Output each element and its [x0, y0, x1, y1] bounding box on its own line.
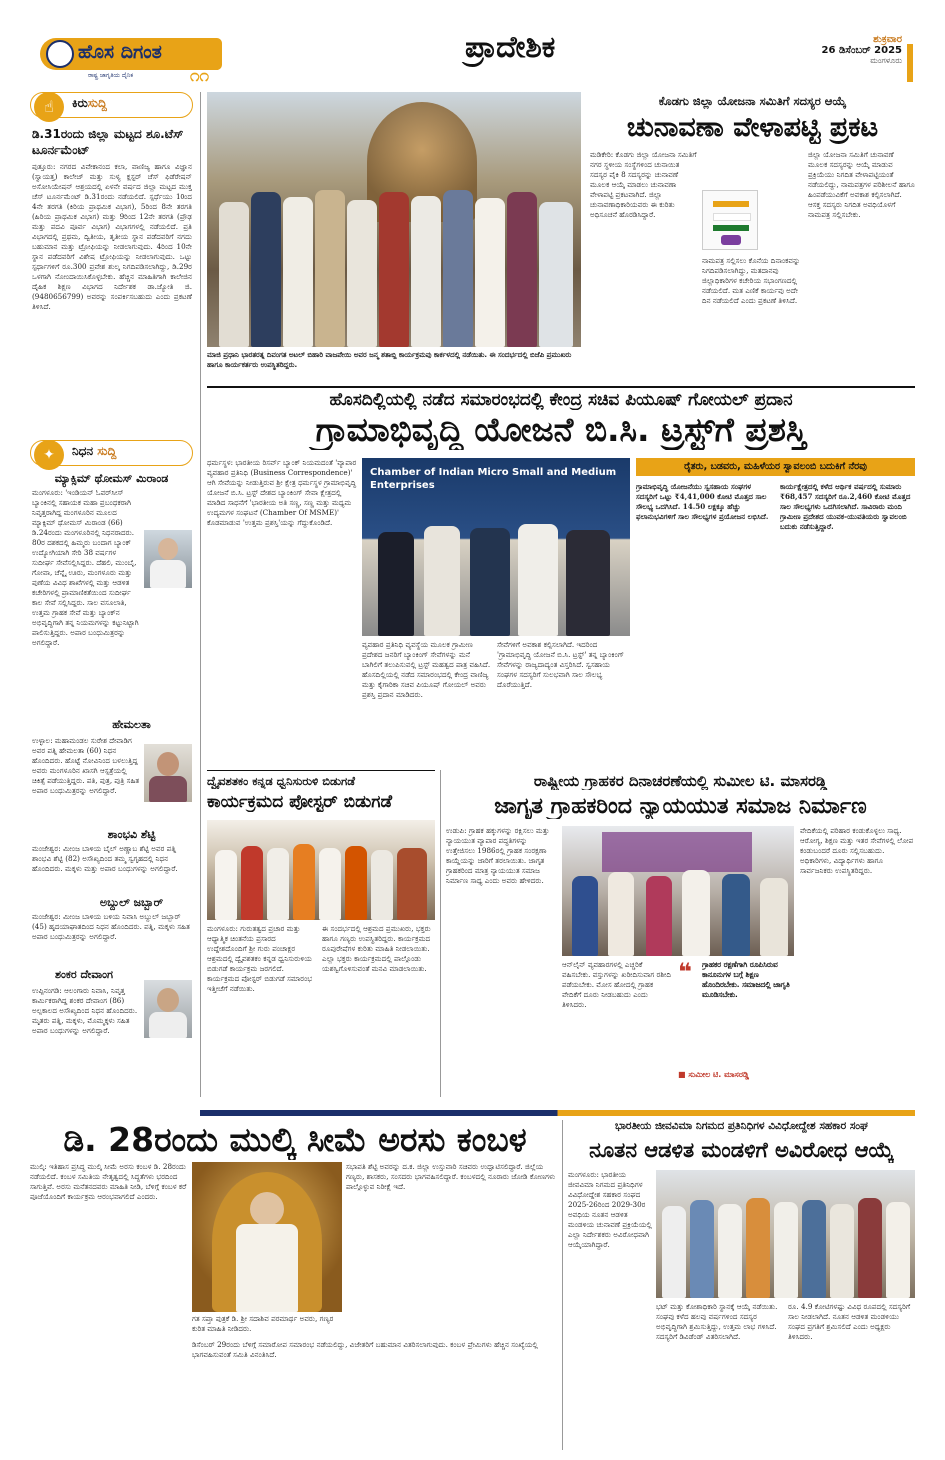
kodagu-kicker: ಕೊಡಗು ಜಿಲ್ಲಾ ಯೋಜನಾ ಸಮಿತಿಗೆ ಸದಸ್ಯರ ಆಯ್ಕೆ: [658, 94, 847, 108]
trust-headline: ಗ್ರಾಮಾಭಿವೃದ್ಧಿ ಯೋಜನೆ ಬಿ.ಸಿ. ಟ್ರಸ್ಟ್‌ಗೆ ಪ್ರಶಸ್ತಿ: [315, 410, 807, 449]
nidhana-tag-2: ಸುದ್ದಿ: [97, 444, 117, 458]
kambala-col3: ಡಿಸೆಂಬರ್ 29ರಂದು ಬೆಳಿಗ್ಗೆ ಸಮಾರೋಪ ಸಮಾರಂಭ ನಡೆಯಲಿದ್ದು, ವಿಜೇತರಿಗೆ ಬಹುಮಾನ ವಿತರಿಸಲಾಗುವುದು. ಕಂಬಳ ಪ್ರೇಮಿಗಳು ಹೆಚ್ಚಿನ ಸಂಖ್ಯೆಯಲ್ಲಿ ಭಾಗವಹಿಸುವಂತೆ ಸಮಿತಿ ವಿನಂತಿಸಿದೆ.: [192, 1340, 538, 1359]
consumer-quote: ಗ್ರಾಹಕರ ರಕ್ಷಣೆಗಾಗಿ ರೂಪಿಸಿರುವ ಕಾನೂನುಗಳ ಬಗ್ಗೆ ಶಿಕ್ಷಣ ಹೊಂದಿರಬೇಕು. ಸಮಾಜದಲ್ಲಿ ಜಾಗೃತಿ ಮೂಡಿಸಬೇಕು.: [702, 960, 790, 999]
kodagu-story: [590, 92, 915, 384]
section-title: ಪ್ರಾದೇಶಿಕ: [465, 30, 556, 65]
consumer-photo: [562, 826, 794, 956]
lic-headline: ನೂತನ ಆಡಳಿತ ಮಂಡಳಿಗೆ ಅವಿರೋಧ ಆಯ್ಕೆ: [589, 1138, 894, 1162]
obit-name-3: ಶಾಂಭವಿ ಶೆಟ್ಟಿ: [107, 828, 156, 841]
date-label: 26 ಡಿಸೆಂಬರ್ 2025: [821, 45, 902, 56]
lic-col1: ಮಂಗಳೂರು: ಭಾರತೀಯ ಜೀವವಿಮಾ ನಿಗಮದ ಪ್ರತಿನಿಧಿಗಳ ವಿವಿಧೋದ್ದೇಶ ಸಹಕಾರ ಸಂಘದ 2025-26ರಿಂದ 2029-30ರ ಅವಧಿಯ ನೂತನ ಆಡಳಿತ ಮಂಡಳಿಯ ಚುನಾವಣೆ ಪ್ರಕ್ರಿಯೆಯಲ್ಲಿ ಎಲ್ಲಾ ನಿರ್ದೇಶಕರು ಅವಿರೋಧವಾಗಿ ಆಯ್ಕೆಯಾಗಿದ್ದಾರೆ.: [568, 1170, 652, 1249]
candle-icon: ✦: [34, 440, 64, 470]
top-event-photo: [207, 92, 581, 347]
obit-body-5: ಉಪ್ಪಿನಂಗಡಿ: ಆಲಂಗಾರು ನಿವಾಸಿ, ನಿವೃತ್ತ ಕಾರ್ಮಿಕರಾಗಿದ್ದ ಶಂಕರ ದೇವಾಂಗ (86) ಅಲ್ಪಕಾಲದ ಅಸೌಖ್ಯದಿಂದ ನಿಧನ ಹೊಂದಿದರು. ಮೃತರು ಪತ್ನಿ, ಮಕ್ಕಳು, ಮೊಮ್ಮಕ್ಕಳು ಸಹಿತ ಅಪಾರ ಬಂಧುಗಳನ್ನು ಅಗಲಿದ್ದಾರೆ.: [32, 986, 138, 1035]
trust-col4: ಗ್ರಾಮಾಭಿವೃದ್ಧಿ ಯೋಜನೆಯು ಸ್ವಸಹಾಯ ಸಂಘಗಳ ಸದಸ್ಯರಿಗೆ ಒಟ್ಟು ₹4,41,000 ಕೋಟಿ ಮೊತ್ತದ ಸಾಲ ಸೌಲಭ್ಯ ಒದಗಿಸಿದೆ. 14.50 ಲಕ್ಷಕ್ಕೂ ಹೆಚ್ಚು ಫಲಾನುಭವಿಗಳಿಗೆ ಸಾಲ ಸೌಲಭ್ಯಗಳ ಪ್ರಯೋಜನ ಲಭಿಸಿದೆ.: [636, 482, 769, 521]
bottom-divider: [562, 1120, 563, 1450]
consumer-quote-box: [678, 960, 794, 1068]
lic-col2: ಭಟ್ ಮತ್ತು ಕೋಶಾಧಿಕಾರಿ ಸ್ಥಾನಕ್ಕೆ ಆಯ್ಕೆ ನಡೆಯಿತು. ಸಂಘವು ಕಳೆದ ಹಲವು ವರ್ಷಗಳಿಂದ ಸದಸ್ಯರ ಅಭಿವೃದ್ಧಿಗಾಗಿ ಶ್ರಮಿಸುತ್ತಿದ್ದು, ಉತ್ತಮ ಲಾಭ ಗಳಿಸಿದೆ. ಸದಸ್ಯರಿಗೆ ಡಿವಿಡೆಂಡ್ ವಿತರಿಸಲಾಗಿದೆ.: [656, 1302, 778, 1341]
lic-group-photo: [656, 1170, 915, 1298]
bottom-divider-band: [200, 1110, 915, 1116]
obit-body-1: ಮಂಗಳೂರು: 'ಇಂಡಿಯನ್ ಓವರ್‌ಸೀಸ್ ಬ್ಯಾಂಕಿನಲ್ಲಿ ಸಹಾಯಕ ಮಹಾ ಪ್ರಬಂಧಕರಾಗಿ ನಿವೃತ್ತರಾಗಿದ್ದ ಮಂಗಳೂರಿನ ಮೂಲದ ಮ್ಯಾಕ್ಸಿಮ್ ಥೋಮಸ್ ಮಿರಾಂಡ (66) ಡಿ.24ರಂದು ಮಂಗಳೂರಿನಲ್ಲಿ ನಿಧನರಾದರು. 80ರ ದಶಕದಲ್ಲಿ ಹಿಮ್ಮರು ಬಂದಾಗ ಬ್ಯಾಂಕ್ ಉದ್ಯೋಗಿಯಾಗಿ ಸೇರಿ 38 ವರ್ಷಗಳ ಸುದೀರ್ಘ ಸೇವೆಸಲ್ಲಿಸಿದ್ದರು. ದೆಹಲಿ, ಮುಂಬೈ, ಗೋವಾ, ಚೆನ್ನೈ ಊರು, ಮಂಗಳೂರು ಮತ್ತು ಪುಣೆಯ ವಿವಿಧ ಶಾಖೆಗಳಲ್ಲಿ ಮತ್ತು ಆಡಳಿತ ಕಚೇರಿಗಳಲ್ಲಿ ಪ್ರಾಮಾಣಿಕತೆಯಿಂದ ಸುದೀರ್ಘ ಕಾಲ ಸೇವೆ ಸಲ್ಲಿಸಿದ್ದರು. ಸಾಲ ವಸೂಲಾತಿ, ಉತ್ತಮ ಗ್ರಾಹಕ ಸೇವೆ ಮತ್ತು ಬ್ಯಾಂಕ್‌ನ ಅಭಿವೃದ್ಧಿಗಾಗಿ ತನ್ನ ನಿಯಮಗಳನ್ನು ಕಟ್ಟುನಿಟ್ಟಾಗಿ ಪಾಲಿಸುತ್ತಿದ್ದರು. ಅಪಾರ ಬಂಧುಮಿತ್ರರನ್ನು ಅಗಲಿದ್ದಾರೆ.: [32, 488, 139, 647]
masthead-edge-bar: [907, 44, 913, 82]
nidhana-tag: [72, 444, 192, 459]
hand-icon: ☝: [34, 92, 64, 122]
logo-text: ಹೊಸ ದಿಗಂತ: [78, 41, 162, 63]
dvaita-headline: ಕಾರ್ಯಕ್ರಮದ ಪೋಸ್ಟರ್ ಬಿಡುಗಡೆ: [207, 792, 393, 812]
kodagu-col1: ಮಡಿಕೇರಿ: ಕೊಡಗು ಜಿಲ್ಲಾ ಯೋಜನಾ ಸಮಿತಿಗೆ ನಗರ ಸ್ಥಳೀಯ ಸಂಸ್ಥೆಗಳಿಂದ ಚುನಾಯಿತ ಸದಸ್ಯರ ಪೈಕಿ 8 ಸದಸ್ಯರನ್ನು ಚುನಾವಣೆ ಮೂಲಕ ಆಯ್ಕೆ ಮಾಡಲು ಚುನಾವಣಾ ವೇಳಾಪಟ್ಟಿ ಪ್ರಕಟವಾಗಿದೆ. ಜಿಲ್ಲಾ ಚುನಾವಣಾಧಿಕಾರಿಯವರು ಈ ಕುರಿತು ಅಧಿಸೂಚನೆ ಹೊರಡಿಸಿದ್ದಾರೆ.: [590, 150, 697, 219]
trust-award-photo: [362, 458, 630, 636]
consumer-headline: ಜಾಗೃತ ಗ್ರಾಹಕರಿಂದ ನ್ಯಾಯಯುತ ಸಮಾಜ ನಿರ್ಮಾಣ: [494, 794, 867, 819]
trust-photo-banner-text: Chamber of Indian Micro Small and Medium Enterprises: [370, 467, 617, 491]
obit-body-3: ಮಂಜೇಶ್ವರ: ಮೀಂಜ ಬಾಳಿಯ ಬೈಲ್ ಅಣ್ಣಾಬ ಶೆಟ್ಟಿ ಅವರ ಪತ್ನಿ ಶಾಂಭವಿ ಶೆಟ್ಟಿ (82) ಅಸೌಖ್ಯದಿಂದ ತಮ್ಮ ಸ್ವಗೃಹದಲ್ಲಿ ನಿಧನ ಹೊಂದಿದರು. ಮಕ್ಕಳು ಮತ್ತು ಅಪಾರ ಬಂಧುಗಳನ್ನು ಅಗಲಿದ್ದಾರೆ.: [32, 844, 178, 873]
day-label: ಶುಕ್ರವಾರ: [873, 34, 902, 45]
kambala-caption: ಗತ ಸಪ್ತಾ ಪುತ್ರಕೆ ಡಿ. ಶ್ರೀ ಸದಾಶಿವ ಪರಮಾರ್ಥ ಅವರು, ಗಣ್ಯರ ಕುರಿತ ಮಾಹಿತಿ ನೀಡಿದರು.: [192, 1314, 334, 1333]
quote-author: ಸುಮೀಲ ಟಿ. ಮಾಸರಡ್ಡಿ: [688, 1070, 749, 1079]
kodagu-col2: ನಾಮಪತ್ರ ಸಲ್ಲಿಸಲು ಕೊನೆಯ ದಿನಾಂಕವನ್ನು ನಿಗದಿಪಡಿಸಲಾಗಿದ್ದು, ಮತದಾನವು ಜಿಲ್ಲಾಧಿಕಾರಿಗಳ ಕಚೇರಿಯ ಸಭಾಂಗಣದಲ್ಲಿ ನಡೆಯಲಿದೆ. ಮತ ಎಣಿಕೆ ಕಾರ್ಯವು ಅದೇ ದಿನ ನಡೆಯಲಿದೆ ಎಂದು ಪ್ರಕಟಣೆ ತಿಳಿಸಿದೆ.: [702, 256, 801, 305]
kambala-col2: ಸಭಾಪತಿ ಶೆಟ್ಟಿ ಅವರನ್ನು ದ.ಕ. ಜಿಲ್ಲಾ ಉಸ್ತುವಾರಿ ಸಚಿವರು ಉದ್ಘಾಟಿಸಲಿದ್ದಾರೆ. ಜಿಲ್ಲೆಯ ಗಣ್ಯರು, ಶಾಸಕರು, ಸಂಸದರು ಭಾಗವಹಿಸಲಿದ್ದಾರೆ. ಕಂಬಳದಲ್ಲಿ ನೂರಾರು ಜೋಡಿ ಕೋಣಗಳು ಪಾಲ್ಗೊಳ್ಳುವ ನಿರೀಕ್ಷೆ ಇದೆ.: [346, 1162, 556, 1191]
date-block: [772, 34, 902, 84]
dvaita-top-rule: [207, 770, 435, 771]
logo-block: [40, 34, 222, 84]
obit-name-2: ಹೇಮಲತಾ: [112, 718, 151, 731]
left-col-divider: [200, 92, 201, 1097]
consumer-quote-by: ■ ಸುಮೀಲ ಟಿ. ಮಾಸರಡ್ಡಿ: [678, 1070, 749, 1079]
trust-col3: ಸೇವೆಗಳಿಗೆ ಅವಕಾಶ ಕಲ್ಪಿಸಲಾಗಿದೆ. ಇದರಿಂದ 'ಗ್ರಾಮಾಭಿವೃದ್ಧಿ ಯೋಜನೆ ಬಿ.ಸಿ. ಟ್ರಸ್ಟ್' ತನ್ನ ಬ್ಯಾಂಕಿಂಗ್ ಸೇವೆಗಳನ್ನು ರಾಜ್ಯದಾದ್ಯಂತ ವಿಸ್ತರಿಸಿದೆ. ಸ್ವಸಹಾಯ ಸಂಘಗಳ ಸದಸ್ಯರಿಗೆ ಸುಲಭವಾಗಿ ಸಾಲ ಸೌಲಭ್ಯ ದೊರೆಯುತ್ತಿದೆ.: [497, 640, 625, 689]
consumer-kicker: ರಾಷ್ಟ್ರೀಯ ಗ್ರಾಹಕರ ದಿನಾಚರಣೆಯಲ್ಲಿ ಸುಮೀಲ ಟಿ. ಮಾಸರಡ್ಡಿ: [533, 772, 828, 790]
page-number: ೧೧: [190, 66, 210, 86]
dvaita-photo: [207, 820, 435, 920]
masthead: [0, 0, 945, 88]
trust-top-rule: [207, 386, 915, 388]
city-label: ಮಂಗಳೂರು: [870, 56, 902, 65]
trust-col2: ವ್ಯವಹಾರ ಪ್ರತಿನಿಧಿ ವ್ಯವಸ್ಥೆಯ ಮೂಲಕ ಗ್ರಾಮೀಣ ಪ್ರದೇಶದ ಜನರಿಗೆ ಬ್ಯಾಂಕಿಂಗ್ ಸೇವೆಗಳನ್ನು ಮನೆ ಬಾಗಿಲಿಗೆ ತಲುಪಿಸುವಲ್ಲಿ ಟ್ರಸ್ಟ್ ಮಹತ್ವದ ಪಾತ್ರ ವಹಿಸಿದೆ. ಹೊಸದಿಲ್ಲಿಯಲ್ಲಿ ನಡೆದ ಸಮಾರಂಭದಲ್ಲಿ ಕೇಂದ್ರ ವಾಣಿಜ್ಯ ಮತ್ತು ಕೈಗಾರಿಕಾ ಸಚಿವ ಪಿಯೂಷ್ ಗೋಯಲ್ ಅವರು ಪ್ರಶಸ್ತಿ ಪ್ರದಾನ ಮಾಡಿದರು.: [362, 640, 491, 699]
obit-photo-2: [144, 744, 192, 802]
consumer-col2: ಆನ್‌ಲೈನ್ ವ್ಯವಹಾರಗಳಲ್ಲಿ ಎಚ್ಚರಿಕೆ ವಹಿಸಬೇಕು. ವಸ್ತುಗಳನ್ನು ಖರೀದಿಸುವಾಗ ರಶೀದಿ ಪಡೆಯಬೇಕು. ಮೋಸ ಹೋದಲ್ಲಿ ಗ್ರಾಹಕ ವೇದಿಕೆಗೆ ದೂರು ನೀಡಬಹುದು ಎಂದು ತಿಳಿಸಿದರು.: [562, 960, 672, 1009]
obit-body-4: ಮಂಜೇಶ್ವರ: ಮೀಂಜ ಬಾಳಿಯ ಬಳಿಯ ನಿವಾಸಿ ಅಬ್ದುಲ್ ಜಬ್ಬಾರ್ (45) ಹೃದಯಾಘಾತದಿಂದ ನಿಧನ ಹೊಂದಿದರು. ಪತ್ನಿ, ಮಕ್ಕಳು ಸಹಿತ ಅಪಾರ ಬಂಧುಮಿತ್ರರನ್ನು ಅಗಲಿದ್ದಾರೆ.: [32, 912, 190, 941]
logo-sub: ರಾಷ್ಟ್ರ ಜಾಗೃತಿಯ ದೈನಿಕ: [88, 72, 134, 79]
logo-emblem: [46, 40, 74, 68]
kiru-headline: ಡಿ.31ರಂದು ಜಿಲ್ಲಾ ಮಟ್ಟದ ಶೂ.ಟೆಸ್ ಟೂರ್ನಮೆಂಟ್: [32, 127, 184, 157]
lic-kicker: ಭಾರತೀಯ ಜೀವವಿಮಾ ನಿಗಮದ ಪ್ರತಿನಿಧಿಗಳ ವಿವಿಧೋದ್ದೇಶ ಸಹಕಾರ ಸಂಘ: [615, 1120, 868, 1132]
kambala-col1: ಮುಲ್ಕಿ: ಇತಿಹಾಸ ಪ್ರಸಿದ್ಧ ಮುಲ್ಕಿ ಸೀಮೆ ಅರಸು ಕಂಬಳ ಡಿ. 28ರಂದು ನಡೆಯಲಿದೆ. ಕಂಬಳ ಸಮಿತಿಯ ನೇತೃತ್ವದಲ್ಲಿ ಸಿದ್ಧತೆಗಳು ಭರದಿಂದ ಸಾಗುತ್ತಿವೆ. ಅರಸು ಮನೆತನದವರು ಮಾಹಿತಿ ನೀಡಿ, ಬೆಳಿಗ್ಗೆ ಕಂಬಳ ಕರೆ ಪೂಜೆಯೊಂದಿಗೆ ಕಾರ್ಯಕ್ರಮ ಆರಂಭವಾಗಲಿದೆ ಎಂದರು.: [30, 1162, 187, 1201]
top-photo-caption: ಮಾಜಿ ಪ್ರಧಾನಿ ಭಾರತರತ್ನ ದಿವಂಗತ ಅಟಲ್ ಬಿಹಾರಿ ವಾಜಪೇಯಿ ಅವರ ಜನ್ಮ ಶತಾಬ್ದಿ ಕಾರ್ಯಕ್ರಮವು ಕಾರ್ಕಳದಲ್ಲಿ ನಡೆಯಿತು. ಈ ಸಂದರ್ಭದಲ್ಲಿ ಬಿಜೆಪಿ ಪ್ರಮುಖರು ಹಾಗೂ ಕಾರ್ಯಕರ್ತರು ಉಪಸ್ಥಿತರಿದ್ದರು.: [207, 351, 572, 369]
kiru-body: ಪುತ್ತೂರು: ನಗರದ ವಿವೇಕಾನಂದ ಕಲಾ, ವಾಣಿಜ್ಯ ಹಾಗೂ ವಿಜ್ಞಾನ (ಸ್ವಾಯತ್ತ) ಕಾಲೇಜ್ ಮತ್ತು ಸುಳ್ಯ ಕ್ಲಸ್ಟರ್ ಚೆಸ್ ಫಿಡೆರೇಷನ್ ಅಸೋಸಿಯೇಷನ್ ಆಶ್ರಯದಲ್ಲಿ ಏಳನೇ ವರ್ಷದ ಜಿಲ್ಲಾ ಮಟ್ಟದ ಮುಕ್ತ ಚೆಸ್ ಟೂರ್ನಮೆಂಟ್ ಡಿ.31ರಂದು ನಡೆಯಲಿದೆ. ಸ್ಪರ್ಧೆಯು 10ಂದ 4ನೇ ತರಗತಿ (ಕಿರಿಯ ಪ್ರಾಥಮಿಕ ವಿಭಾಗ), 5ರಿಂದ 8ನೇ ತರಗತಿ (ಹಿರಿಯ ಪ್ರಾಥಮಿಕ ವಿಭಾಗ) ಮತ್ತು 9ರಿಂದ 12ನೇ ತರಗತಿ (ಪ್ರೌಢ ಮತ್ತು ಪದವಿ ಪೂರ್ವ ವಿಭಾಗ) ವಿಭಾಗಗಳಲ್ಲಿ ನಡೆಯಲಿದೆ. ಪ್ರತಿ ವಿಭಾಗದಲ್ಲಿ ಪ್ರಥಮ, ದ್ವಿತೀಯ, ತೃತೀಯ ಸ್ಥಾನ ಪಡೆದವರಿಗೆ ನಗದು ಬಹುಮಾನ ಮತ್ತು ಟ್ರೋಫಿಯನ್ನು ನೀಡಲಾಗುವುದು. 4ರಿಂದ 10ನೇ ಸ್ಥಾನ ಪಡೆದವರಿಗೆ ವಿಶೇಷ ಟ್ರೋಫಿಯನ್ನು ನೀಡಲಾಗುವುದು. ಒಟ್ಟು ಸ್ಪರ್ಧಾಗಳಿಗೆ ರೂ.300 ಪ್ರವೇಶ ಶುಲ್ಕ ನಿಗದಿಪಡಿಸಲಾಗಿದ್ದು, ಡಿ.29ರ ಒಳಗಾಗಿ ನೋಂದಾಯಿಸಿಕೊಳ್ಳಬೇಕು. ಹೆಚ್ಚಿನ ಮಾಹಿತಿಗಾಗಿ ಕಾಲೇಜಿನ ದೈಹಿಕ ಶಿಕ್ಷಣ ವಿಭಾಗದ ನಿರ್ದೇಶಕ ಡಾ.ಜ್ಯೋತಿ ಜಿ. (9480656799) ಅವರನ್ನು ಸಂಪರ್ಕಿಸಬಹುದು ಎಂದು ಪ್ರಕಟಣೆ ತಿಳಿಸಿದೆ.: [32, 162, 192, 311]
trust-col5: ಕಾರ್ಯಕ್ಷೇತ್ರದಲ್ಲಿ ಕಳೆದ ಆರ್ಥಿಕ ವರ್ಷದಲ್ಲಿ ಸುಮಾರು ₹68,457 ಸದಸ್ಯರಿಗೆ ರೂ.2,460 ಕೋಟಿ ಮೊತ್ತದ ಸಾಲ ಸೌಲಭ್ಯಗಳು ಒದಗಿಸಲಾಗಿದೆ. ಸಾವಿರಾರು ಮಂದಿ ಗ್ರಾಮೀಣ ಪ್ರದೇಶದ ಯುವಕ-ಯುವತಿಯರು ಸ್ವಾವಲಂಬಿ ಬದುಕು ನಡೆಸುತ್ತಿದ್ದಾರೆ.: [780, 482, 911, 531]
kiru-suddi-box: [30, 92, 193, 432]
kodagu-col3: ಜಿಲ್ಲಾ ಯೋಜನಾ ಸಮಿತಿಗೆ ಚುನಾವಣೆ ಮೂಲಕ ಸದಸ್ಯರನ್ನು ಆಯ್ಕೆ ಮಾಡುವ ಪ್ರಕ್ರಿಯೆಯು ನಿಗದಿತ ವೇಳಾಪಟ್ಟಿಯಂತೆ ನಡೆಯಲಿದ್ದು, ನಾಮಪತ್ರಗಳ ಪರಿಶೀಲನೆ ಹಾಗೂ ಹಿಂಪಡೆಯುವಿಕೆಗೆ ಅವಕಾಶ ಕಲ್ಪಿಸಲಾಗಿದೆ. ಆಸಕ್ತ ಸದಸ್ಯರು ನಿಗದಿತ ಅವಧಿಯೊಳಗೆ ನಾಮಪತ್ರ ಸಲ್ಲಿಸಬೇಕು.: [808, 150, 915, 219]
mid-divider: [440, 770, 441, 1097]
kambala-headline: ಡಿ. 28ರಂದು ಮುಲ್ಕಿ ಸೀಮೆ ಅರಸು ಕಂಬಳ: [63, 1120, 527, 1159]
quote-icon: ❝: [678, 958, 693, 986]
nidhana-tag-1: ನಿಧನ: [72, 444, 94, 458]
obit-name-4: ಅಬ್ದುಲ್ ಜಬ್ಬಾರ್: [99, 896, 164, 909]
ballot-icon: [702, 190, 758, 250]
consumer-col1: ಉಡುಪಿ: ಗ್ರಾಹಕ ಹಕ್ಕುಗಳನ್ನು ರಕ್ಷಿಸಲು ಮತ್ತು ನ್ಯಾಯಯುತ ವ್ಯಾಪಾರ ಪದ್ಧತಿಗಳನ್ನು ಉತ್ತೇಜಿಸಲು 1986ರಲ್ಲಿ ಗ್ರಾಹಕ ಸಂರಕ್ಷಣಾ ಕಾಯ್ದೆಯನ್ನು ಜಾರಿಗೆ ತರಲಾಯಿತು. ಜಾಗೃತ ಗ್ರಾಹಕರಿಂದ ಮಾತ್ರ ನ್ಯಾಯಯುತ ಸಮಾಜ ನಿರ್ಮಾಣ ಸಾಧ್ಯ ಎಂದು ಅವರು ಹೇಳಿದರು.: [446, 826, 550, 885]
obit-photo-1: [144, 530, 192, 588]
trust-kicker: ಹೊಸದಿಲ್ಲಿಯಲ್ಲಿ ನಡೆದ ಸಮಾರಂಭದಲ್ಲಿ ಕೇಂದ್ರ ಸಚಿವ ಪಿಯೂಷ್ ಗೋಯಲ್ ಪ್ರದಾನ: [329, 390, 793, 410]
obit-name-1: ಮ್ಯಾಕ್ಸಿಮ್ ಥೋಮಸ್ ಮಿರಾಂಡ: [54, 472, 169, 485]
kiru-tag-2: ಸುದ್ದಿ: [87, 96, 107, 110]
kiru-tag-1: ಕಿರು: [72, 96, 88, 110]
dvaita-col2: ಈ ಸಂದರ್ಭದಲ್ಲಿ ಆಶ್ರಮದ ಪ್ರಮುಖರು, ಭಕ್ತರು ಹಾಗೂ ಗಣ್ಯರು ಉಪಸ್ಥಿತರಿದ್ದರು. ಕಾರ್ಯಕ್ರಮದ ರೂಪುರೇಷೆಗಳ ಕುರಿತು ಮಾಹಿತಿ ನೀಡಲಾಯಿತು. ಎಲ್ಲಾ ಭಕ್ತರು ಕಾರ್ಯಕ್ರಮದಲ್ಲಿ ಪಾಲ್ಗೊಂಡು ಯಶಸ್ವಿಗೊಳಿಸುವಂತೆ ಮನವಿ ಮಾಡಲಾಯಿತು.: [322, 924, 431, 973]
trust-col1: ಧರ್ಮಸ್ಥಳ: ಭಾರತೀಯ ರಿಸರ್ವ್ ಬ್ಯಾಂಕ್ ನಿಯಮದಂತೆ 'ವ್ಯಾಪಾರ ವ್ಯವಹಾರ ಪ್ರತಿನಿಧಿ (Business Correspondence)' ಆಗಿ ಸೇವೆಯನ್ನು ನೀಡುತ್ತಿರುವ ಶ್ರೀ ಕ್ಷೇತ್ರ ಧರ್ಮಸ್ಥಳ ಗ್ರಾಮಾಭಿವೃದ್ಧಿ ಯೋಜನೆ ಬಿ.ಸಿ. ಟ್ರಸ್ಟ್ ದೇಶದ ಬ್ಯಾಂಕಿಂಗ್ ಸೇವಾ ಕ್ಷೇತ್ರದಲ್ಲಿ ಮಾಡಿದ ಸಾಧನೆಗೆ 'ಭಾರತೀಯ ಅತಿ ಸಣ್ಣ, ಸಣ್ಣ ಮತ್ತು ಮಧ್ಯಮ ಉದ್ಯಮಗಳ ಸಂಘಟನೆ (Chamber Of MSME)' ಕೊಡಮಾಡುವ 'ಉತ್ತಮ ಪ್ರಶಸ್ತಿ'ಯನ್ನು ಗೆದ್ದುಕೊಂಡಿದೆ.: [207, 458, 357, 527]
trust-banner: ರೈತರು, ಬಡವರು, ಮಹಿಳೆಯರ ಸ್ವಾವಲಂಬಿ ಬದುಕಿಗೆ ನೆರವು: [636, 458, 915, 476]
consumer-backdrop: [602, 832, 752, 872]
lic-col3: ರೂ. 4.9 ಕೋಟಿಗಳಷ್ಟು ವಿವಿಧ ರೂಪದಲ್ಲಿ ಸದಸ್ಯರಿಗೆ ಸಾಲ ನೀಡಲಾಗಿದೆ. ನೂತನ ಆಡಳಿತ ಮಂಡಳಿಯು ಸಂಘದ ಪ್ರಗತಿಗೆ ಶ್ರಮಿಸಲಿದೆ ಎಂದು ಅಧ್ಯಕ್ಷರು ತಿಳಿಸಿದರು.: [788, 1302, 911, 1341]
kodagu-headline: ಚುನಾವಣಾ ವೇಳಾಪಟ್ಟಿ ಪ್ರಕಟ: [626, 112, 879, 143]
dvaita-kicker: ದ್ವೈವಶತಕಂ ಕನ್ನಡ ಧ್ವನಿಸುರುಳಿ ಬಿಡುಗಡೆ: [207, 774, 356, 788]
obit-name-5: ಶಂಕರ ದೇವಾಂಗ: [55, 968, 113, 981]
kiru-tag: [72, 96, 192, 111]
dvaita-col1: ಮಂಗಳೂರು: ಗುರುತತ್ವದ ಪ್ರಚಾರ ಮತ್ತು ಆಧ್ಯಾತ್ಮಿಕ ಚಿಂತನೆಯ ಪ್ರಸಾರದ ಉದ್ದೇಶದೊಂದಿಗೆ ಶ್ರೀ ಗುರು ಪಂಚಾಕ್ಷರ ಆಶ್ರಮದಲ್ಲಿ ದ್ವೈವಶತಕಂ ಕನ್ನಡ ಧ್ವನಿಸುರುಳಿಯ ಬಿಡುಗಡೆ ಕಾರ್ಯಕ್ರಮ ಜರಗಲಿದೆ. ಕಾರ್ಯಕ್ರಮದ ಪೋಸ್ಟರ್ ಬಿಡುಗಡೆ ಸಮಾರಂಭ ಇತ್ತೀಚೆಗೆ ನಡೆಯಿತು.: [207, 924, 313, 993]
kambala-portrait: [192, 1162, 342, 1312]
nidhana-suddi-box: [30, 440, 193, 1100]
obit-body-2: ಉಳ್ಳಾಲ: ಮಹಾಮಂಡಲ ಸುರೇಶ ದೇವಾಡಿಗ ಅವರ ಪತ್ನಿ ಹೇಮಲತಾ (60) ನಿಧನ ಹೊಂದಿದರು. ಹೊಟ್ಟೆ ನೋವಿನಿಂದ ಬಳಲುತ್ತಿದ್ದ ಅವರು ಮಂಗಳೂರಿನ ಖಾಸಗಿ ಆಸ್ಪತ್ರೆಯಲ್ಲಿ ಚಿಕಿತ್ಸೆ ಪಡೆಯುತ್ತಿದ್ದರು. ಪತಿ, ಪುತ್ರ, ಪುತ್ರಿ ಸಹಿತ ಅಪಾರ ಬಂಧುಮಿತ್ರರನ್ನು ಅಗಲಿದ್ದಾರೆ.: [32, 736, 140, 795]
consumer-col4: ವೇದಿಕೆಯಲ್ಲಿ ಪರಿಹಾರ ಕಂಡುಕೊಳ್ಳಲು ಸಾಧ್ಯ. ಆರೋಗ್ಯ, ಶಿಕ್ಷಣ ಮತ್ತು ಇತರ ಸೇವೆಗಳಲ್ಲಿ ಲೋಪ ಕಂಡುಬಂದರೆ ದೂರು ಸಲ್ಲಿಸಬಹುದು. ಅಧಿಕಾರಿಗಳು, ವಿದ್ಯಾರ್ಥಿಗಳು ಹಾಗೂ ಸಾರ್ವಜನಿಕರು ಉಪಸ್ಥಿತರಿದ್ದರು.: [800, 826, 914, 875]
obit-photo-5: [144, 980, 192, 1038]
